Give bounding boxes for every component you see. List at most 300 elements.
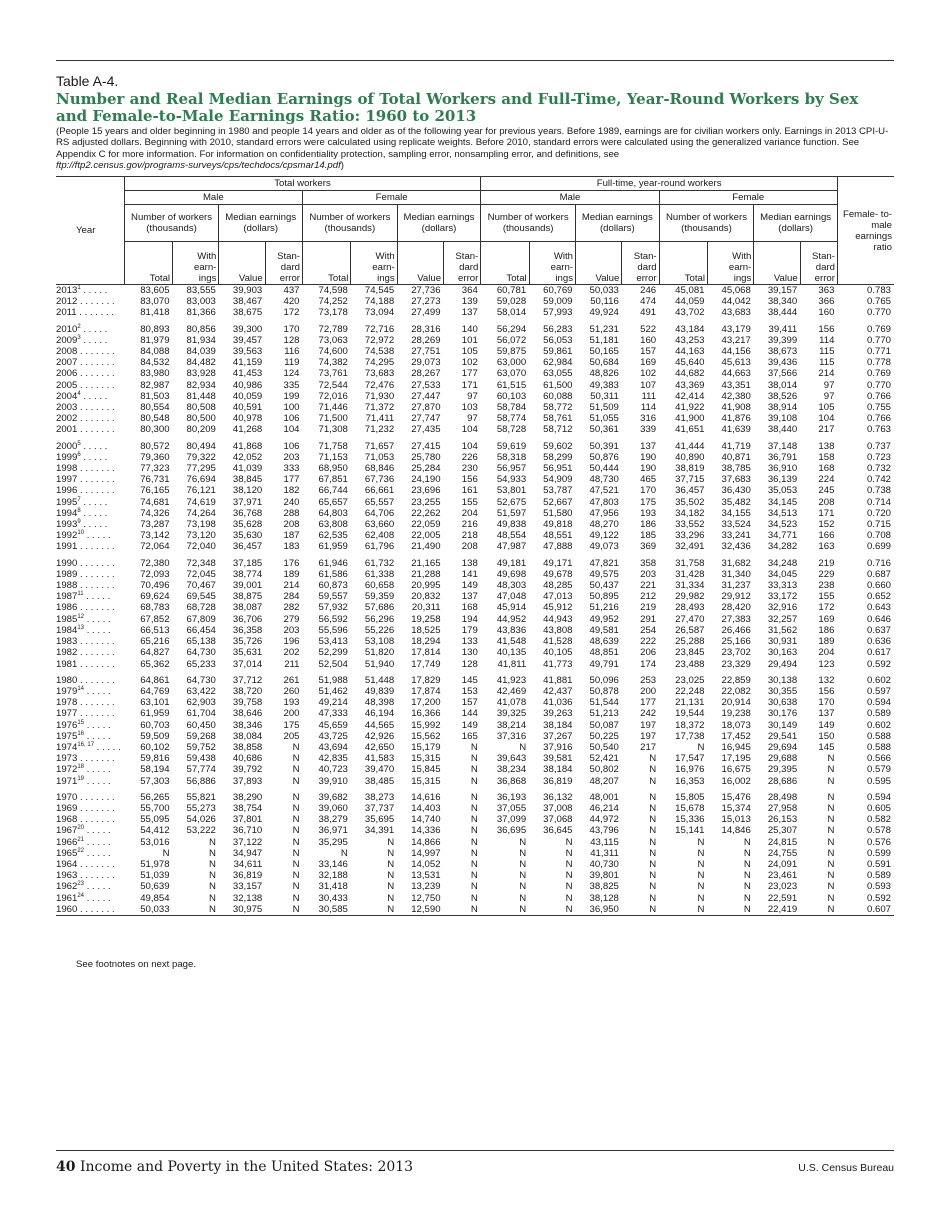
data-cell: 33,524 (721, 519, 751, 531)
data-cell: 39,758 (232, 697, 263, 709)
footnote-marker: 15 (77, 719, 85, 726)
data-cell: 133 (461, 636, 478, 648)
data-cell: 28,269 (411, 334, 441, 346)
data-cell: 35,502 (675, 496, 705, 508)
data-cell: 31,237 (721, 580, 751, 592)
data-cell: 0.770 (866, 334, 891, 346)
data-cell: 0.607 (837, 904, 894, 916)
data-cell: 79,322 (186, 451, 216, 463)
year-cell (56, 602, 124, 613)
table-row (56, 870, 894, 881)
data-cell: 185 (640, 530, 657, 542)
data-cell: 50,033 (124, 904, 172, 916)
data-cell: 37,566 (767, 368, 798, 380)
data-cell: 208 (818, 496, 835, 508)
data-cell: 36,791 (767, 451, 798, 463)
data-cell: 41,868 (232, 440, 263, 452)
data-cell: 156 (461, 474, 478, 486)
data-cell: 51,448 (364, 674, 395, 686)
data-cell: 186 (818, 624, 835, 636)
data-cell: 39,903 (232, 285, 263, 296)
data-cell: N (649, 825, 657, 837)
data-cell: 45,659 (318, 719, 348, 731)
data-cell: 73,178 (318, 307, 348, 319)
data-cell: 44,943 (543, 613, 573, 625)
data-cell: 103 (461, 402, 478, 414)
data-cell: 37,068 (543, 814, 573, 826)
year-value: 1996 (56, 485, 78, 497)
data-cell: 193 (640, 507, 657, 519)
data-cell: 43,351 (721, 379, 751, 391)
leader-dots: . . . . . . . (77, 474, 115, 486)
data-cell: 40,591 (232, 402, 263, 414)
data-cell: 38,128 (589, 892, 619, 904)
data-cell: 84,482 (186, 357, 216, 369)
year-value: 1969 (56, 802, 78, 814)
data-cell: 14,052 (411, 858, 441, 870)
data-cell: 288 (283, 507, 300, 519)
data-cell: 168 (461, 602, 478, 614)
data-cell: 56,072 (496, 334, 527, 346)
data-cell: 63,660 (364, 519, 395, 531)
data-cell: 0.578 (866, 825, 891, 837)
data-cell: 54,933 (496, 474, 527, 486)
data-cell: 60,873 (318, 580, 348, 592)
data-cell: 58,772 (543, 402, 573, 414)
data-cell: 23,702 (721, 647, 751, 659)
data-cell: 79,360 (140, 451, 170, 463)
data-cell: 149 (818, 719, 835, 731)
data-cell: 25,166 (721, 636, 751, 648)
data-cell: 39,910 (318, 775, 348, 787)
table-row (56, 335, 894, 346)
techdocs-link[interactable]: ftp://ftp2.census.gov/programs-surveys/cps/techdocs/cpsmar14.pdf (56, 160, 341, 172)
data-cell: 0.617 (866, 647, 891, 659)
leader-dots: . . . . . (80, 440, 108, 452)
ft-female-header: Female (659, 191, 837, 205)
table-row (56, 319, 894, 335)
data-cell: 194 (461, 613, 478, 625)
footnote-marker: 22 (77, 847, 85, 854)
data-cell: 177 (461, 368, 478, 380)
data-cell: 187 (283, 530, 300, 542)
data-cell: 29,688 (767, 753, 798, 765)
data-cell: 61,959 (318, 541, 348, 553)
data-cell: 203 (640, 568, 657, 580)
data-cell: 14,846 (721, 825, 751, 837)
leader-dots: . . . . . (84, 685, 111, 697)
data-cell: 48,554 (496, 530, 527, 542)
col-total: Total (124, 242, 172, 285)
data-cell: 32,491 (675, 541, 705, 553)
data-cell: 221 (640, 580, 657, 592)
table-body (56, 285, 894, 916)
year-value: 2008 (56, 346, 78, 358)
leader-dots: . . . . . . . (77, 346, 115, 358)
data-cell: 72,093 (140, 568, 170, 580)
data-cell: 115 (819, 346, 835, 358)
data-cell: 119 (284, 357, 300, 369)
data-cell: 38,340 (767, 296, 798, 308)
data-cell: 71,657 (364, 440, 395, 452)
year-cell (56, 391, 124, 402)
data-cell: 28,420 (721, 602, 751, 614)
data-cell: N (470, 892, 478, 904)
data-cell: N (565, 870, 573, 882)
footnote-marker: 13 (77, 624, 85, 631)
data-cell: 43,115 (590, 836, 619, 848)
data-cell: 77,295 (186, 463, 216, 475)
data-cell: 64,803 (318, 507, 348, 519)
data-cell: 30,585 (303, 904, 351, 916)
footnote-marker: 19 (77, 775, 85, 782)
table-row (56, 357, 894, 368)
data-cell: 64,769 (140, 685, 170, 697)
data-cell: N (481, 904, 529, 916)
data-cell: 61,796 (364, 541, 395, 553)
data-cell: 49,171 (543, 557, 573, 569)
data-cell: 38,279 (318, 814, 348, 826)
data-cell: 50,437 (589, 580, 619, 592)
data-cell: 216 (461, 519, 478, 531)
data-cell: N (565, 836, 573, 848)
data-cell: N (827, 858, 835, 870)
leader-dots: . . . . . . . (77, 413, 115, 425)
data-cell: 157 (640, 346, 657, 358)
data-cell: 14,403 (411, 802, 441, 814)
data-cell: 74,295 (364, 357, 395, 369)
data-cell: 27,435 (411, 424, 441, 436)
data-cell: 38,720 (232, 685, 263, 697)
leader-dots: . . . . . (84, 764, 111, 776)
data-cell: 174 (640, 658, 657, 670)
data-cell: 208 (461, 541, 478, 553)
data-cell: 53,222 (186, 825, 216, 837)
data-cell: N (470, 791, 478, 803)
data-cell: 45,914 (496, 602, 527, 614)
data-cell: 30,931 (767, 636, 798, 648)
data-cell: 170 (818, 697, 835, 709)
table-row (56, 764, 894, 775)
data-cell: 39,411 (768, 323, 798, 335)
data-cell: 0.602 (866, 674, 891, 686)
table-row (56, 787, 894, 803)
data-cell: 74,598 (318, 285, 348, 296)
data-cell: 14,740 (411, 814, 441, 826)
data-cell: 204 (818, 647, 835, 659)
data-cell: 51,231 (589, 323, 619, 335)
table-row (56, 413, 894, 424)
data-cell: 52,504 (318, 658, 348, 670)
data-cell: 97 (467, 413, 478, 425)
leader-dots: . . . . . . . (77, 580, 115, 592)
data-cell: N (565, 847, 573, 859)
data-cell: 45,613 (721, 357, 751, 369)
data-cell: 15,992 (411, 719, 441, 731)
data-cell: 41,923 (496, 674, 527, 686)
data-cell: 76,165 (140, 485, 170, 497)
year-value: 1995 (56, 496, 78, 508)
data-cell: 55,273 (186, 802, 216, 814)
data-cell: 50,033 (589, 285, 619, 296)
leader-dots: . . . . . (84, 613, 111, 625)
data-cell: 58,194 (140, 764, 170, 776)
data-cell: N (292, 858, 300, 870)
data-cell: 138 (461, 557, 478, 569)
data-cell: 171 (461, 379, 478, 391)
data-cell: 50,087 (589, 719, 619, 731)
data-cell: 153 (461, 685, 478, 697)
leader-dots: . . . . . . . (77, 791, 115, 803)
data-cell: 50,895 (589, 591, 619, 603)
data-cell: 83,928 (186, 368, 216, 380)
data-cell: 31,340 (721, 568, 751, 580)
data-cell: 51,462 (318, 685, 348, 697)
data-cell: 40,730 (589, 858, 619, 870)
year-value: 1979 (56, 685, 78, 697)
data-cell: 21,131 (675, 697, 705, 709)
data-cell: 80,500 (186, 413, 216, 425)
data-cell: 171 (818, 507, 835, 519)
data-cell: 41,159 (232, 357, 263, 369)
data-cell: 72,380 (140, 557, 170, 569)
data-cell: 15,374 (721, 802, 751, 814)
data-cell: 15,562 (411, 730, 441, 742)
table-row (56, 881, 894, 892)
footnote-marker: 20 (77, 825, 85, 832)
data-cell: 149 (461, 580, 478, 592)
data-cell: 254 (640, 624, 657, 636)
data-cell: 0.716 (866, 557, 891, 569)
data-cell: 51,039 (140, 870, 170, 882)
data-cell: 104 (283, 424, 300, 436)
leader-dots: . . . . . (84, 847, 111, 859)
data-cell: 65,362 (140, 658, 170, 670)
data-cell: 219 (818, 557, 835, 569)
data-cell: 48,001 (589, 791, 619, 803)
year-cell (56, 764, 124, 775)
year-cell (56, 553, 124, 569)
bottom-rule (56, 1150, 894, 1151)
data-cell: N (470, 825, 478, 837)
data-cell: 0.592 (866, 658, 891, 670)
data-cell: 261 (283, 674, 300, 686)
data-cell: 27,383 (721, 613, 751, 625)
data-cell: N (827, 825, 835, 837)
data-cell: 200 (640, 685, 657, 697)
data-cell: N (649, 814, 657, 826)
leader-dots: . . . . . . . (77, 903, 115, 915)
data-cell: 43,179 (721, 323, 751, 335)
data-cell: 38,673 (767, 346, 798, 358)
data-cell: 137 (640, 440, 657, 452)
col-value: Value (397, 242, 443, 285)
data-cell: 20,311 (411, 602, 441, 614)
data-cell: N (208, 858, 216, 870)
year-cell (56, 870, 124, 881)
data-cell: 242 (640, 708, 657, 720)
earnings-table (56, 176, 894, 916)
year-value: 1970 (56, 791, 78, 803)
data-cell: 41,811 (497, 658, 527, 670)
year-cell (56, 307, 124, 318)
data-cell: N (470, 870, 478, 882)
data-cell: 29,073 (411, 357, 441, 369)
data-cell: 38,825 (589, 881, 619, 893)
leader-dots: . . . . . (84, 719, 111, 731)
data-cell: 36,358 (232, 624, 263, 636)
year-cell (56, 424, 124, 435)
year-value: 1998 (56, 463, 78, 475)
data-cell: 61,732 (364, 557, 395, 569)
data-cell: 0.605 (866, 802, 891, 814)
data-cell: 0.588 (866, 730, 891, 742)
data-cell: 0.783 (866, 285, 891, 296)
data-cell: 15,013 (721, 814, 751, 826)
year-cell (56, 497, 124, 508)
data-cell: 65,233 (186, 658, 216, 670)
data-cell: 59,557 (318, 591, 348, 603)
data-cell: 24,190 (411, 474, 441, 486)
data-cell: 0.595 (866, 775, 891, 787)
data-cell: 0.643 (866, 602, 891, 614)
data-cell: 64,706 (364, 507, 395, 519)
table-row (56, 647, 894, 658)
data-cell: 245 (818, 485, 835, 497)
leader-dots: . . . . . (84, 624, 111, 636)
data-cell: 80,572 (140, 440, 170, 452)
data-cell: 149 (461, 719, 478, 731)
data-cell: N (827, 802, 835, 814)
year-cell (56, 402, 124, 413)
table-row (56, 391, 894, 402)
year-value: 2011 (56, 307, 77, 319)
data-cell: N (265, 904, 302, 916)
data-cell: 51,181 (589, 334, 619, 346)
data-cell: 230 (461, 463, 478, 475)
data-cell: 200 (283, 708, 300, 720)
footnote-marker: 2 (77, 323, 81, 330)
leader-dots: . . . . . (80, 285, 108, 296)
data-cell: 0.771 (866, 346, 891, 358)
data-cell: N (470, 858, 478, 870)
data-cell: 68,728 (186, 602, 216, 614)
data-cell: 106 (283, 440, 300, 452)
data-cell: 38,184 (543, 719, 573, 731)
data-cell: N (697, 836, 705, 848)
data-cell: 182 (283, 485, 300, 497)
data-cell: 33,172 (767, 591, 798, 603)
data-cell: 76,121 (186, 485, 216, 497)
data-cell: 14,616 (411, 791, 441, 803)
data-cell: 25,288 (675, 636, 705, 648)
leader-dots: . . . . . . . (77, 858, 115, 870)
year-value: 1983 (56, 636, 78, 648)
table-row (56, 296, 894, 307)
data-cell: N (292, 753, 300, 765)
year-cell (56, 731, 124, 742)
data-cell: 31,334 (675, 580, 705, 592)
data-cell: 26,466 (721, 624, 751, 636)
data-cell: 15,805 (675, 791, 705, 803)
data-cell: 28,316 (411, 323, 441, 335)
footnote-note: See footnotes on next page. (76, 959, 197, 970)
data-cell: 24,815 (767, 836, 798, 848)
data-cell: 55,226 (364, 624, 395, 636)
data-cell: N (827, 764, 835, 776)
data-cell: 83,555 (186, 285, 216, 296)
data-cell: 50,311 (590, 390, 619, 402)
data-cell: 0.720 (866, 507, 891, 519)
leader-dots: . . . . . (84, 530, 111, 542)
data-cell: 38,087 (232, 602, 263, 614)
data-cell: 49,924 (589, 307, 619, 319)
year-value: 2004 (56, 390, 78, 402)
data-cell: 81,418 (140, 307, 170, 319)
data-cell: 52,299 (318, 647, 348, 659)
data-cell: 22,591 (767, 892, 798, 904)
data-cell: 197 (640, 730, 657, 742)
data-cell: 25,780 (411, 451, 441, 463)
data-cell: 104 (461, 440, 478, 452)
data-cell: 27,415 (411, 440, 441, 452)
data-cell: 50,802 (589, 764, 619, 776)
data-cell: 14,997 (411, 847, 441, 859)
data-cell: 49,839 (364, 685, 395, 697)
data-cell: 145 (818, 741, 835, 753)
year-value: 1988 (56, 580, 78, 592)
data-cell: 246 (640, 285, 657, 296)
year-value: 2010 (56, 323, 78, 335)
data-cell: 47,333 (318, 708, 348, 720)
data-cell: 39,325 (496, 708, 527, 720)
data-cell: N (659, 904, 707, 916)
data-cell: 47,048 (496, 591, 527, 603)
data-cell: 55,700 (140, 802, 170, 814)
year-cell (56, 859, 124, 870)
table-row (56, 452, 894, 463)
data-cell: 50,639 (140, 881, 170, 893)
data-cell: 138 (818, 440, 835, 452)
data-cell: 41,268 (232, 424, 263, 436)
data-cell: N (470, 775, 478, 787)
data-cell: 69,624 (140, 591, 170, 603)
data-cell: N (208, 836, 216, 848)
data-cell: 40,978 (232, 413, 263, 425)
data-cell: 152 (818, 519, 835, 531)
data-cell: 84,039 (186, 346, 216, 358)
data-cell: 17,814 (411, 647, 441, 659)
data-cell: 71,372 (364, 402, 395, 414)
data-cell: 0.589 (866, 870, 891, 882)
data-cell: N (519, 892, 527, 904)
data-cell: 39,399 (767, 334, 798, 346)
data-cell: 83,070 (140, 296, 170, 308)
leader-dots: . . . . . . . (77, 557, 115, 569)
data-cell: 37,122 (232, 836, 263, 848)
data-cell: 60,088 (543, 390, 573, 402)
leader-dots: . . . . . . . (77, 647, 115, 659)
year-cell (56, 742, 124, 753)
data-cell: 175 (640, 496, 657, 508)
data-cell: 170 (283, 323, 300, 335)
data-cell: 15,315 (411, 753, 441, 765)
data-cell: 34,523 (767, 519, 798, 531)
data-cell: 226 (461, 451, 478, 463)
data-cell: 41,078 (496, 697, 527, 709)
data-cell: 74,382 (318, 357, 348, 369)
data-cell: 30,176 (767, 708, 798, 720)
